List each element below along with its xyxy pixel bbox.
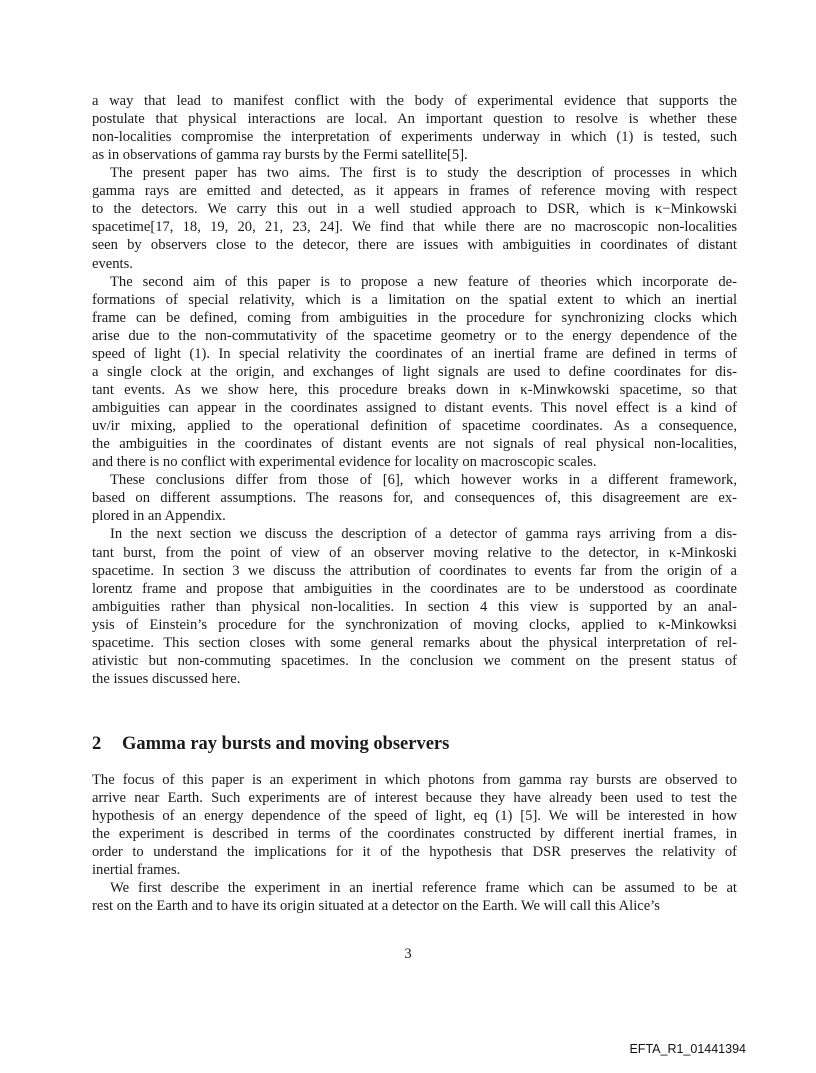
text-line: uv/ir mixing, applied to the operational definition of spacetime coordinates. As a consequence,: [92, 418, 737, 435]
text-line: arrive near Earth. Such experiments are of interest because they have already been used to test the: [92, 790, 737, 807]
page-number: 3: [404, 946, 412, 962]
text-line: ysis of Einstein’s procedure for the synchronization of moving clocks, applied to κ-Minkowksi: [92, 616, 737, 633]
text-line: gamma rays are emitted and detected, as it appears in frames of reference moving with respect: [92, 183, 737, 200]
text-line: spacetime. This section closes with some general remarks about the physical interpretation of rel-: [92, 634, 737, 651]
text-line: We first describe the experiment in an inertial reference frame which can be assumed to be at: [110, 880, 737, 897]
text-line: events.: [92, 255, 133, 272]
section-number: 2: [92, 734, 102, 754]
text-line: tant events. As we show here, this procedure breaks down in κ-Minwkowski spacetime, so that: [92, 381, 737, 398]
text-line: ambiguities rather than physical non-localities. In section 4 this view is supported by an anal-: [92, 598, 737, 615]
text-line: and there is no conflict with experimental evidence for locality on macroscopic scales.: [92, 454, 597, 471]
section-heading: [92, 733, 449, 755]
text-line: the experiment is described in terms of the coordinates constructed by different inertial frames, in: [92, 826, 737, 843]
text-line: spacetime. In section 3 we discuss the attribution of coordinates to events far from the origin of a: [92, 562, 737, 579]
text-line: The second aim of this paper is to propose a new feature of theories which incorporate de-: [110, 273, 737, 290]
text-line: formations of special relativity, which is a limitation on the spatial extent to which an inertial: [92, 291, 737, 308]
text-line: frame can be defined, coming from ambiguities in the procedure for synchronizing clocks which: [92, 309, 737, 326]
text-line: ativistic but non-commuting spacetimes. In the conclusion we comment on the present status of: [92, 652, 737, 669]
text-line: In the next section we discuss the description of a detector of gamma rays arriving from a dis-: [110, 526, 737, 543]
text-line: non-localities compromise the interpretation of experiments underway in which (1) is tested, such: [92, 129, 737, 146]
text-line: spacetime[17, 18, 19, 20, 21, 23, 24]. We find that while there are no macroscopic non-localities: [92, 219, 737, 236]
text-line: ambiguities can appear in the coordinates assigned to distant events. This novel effect is a kind of: [92, 400, 737, 417]
text-line: The present paper has two aims. The first is to study the description of processes in which: [110, 165, 737, 182]
text-line: tant burst, from the point of view of an observer moving relative to the detector, in κ-Minkoski: [92, 544, 737, 561]
text-line: arise due to the non-commutativity of the spacetime geometry or to the energy dependence of the: [92, 327, 737, 344]
text-line: inertial frames.: [92, 862, 181, 879]
text-line: rest on the Earth and to have its origin situated at a detector on the Earth. We will call this Alice’s: [92, 898, 660, 915]
text-line: to the detectors. We carry this out in a well studied approach to DSR, which is κ−Minkowski: [92, 201, 737, 218]
text-line: as in observations of gamma ray bursts by the Fermi satellite[5].: [92, 147, 468, 164]
section-title: Gamma ray bursts and moving observers: [122, 734, 450, 754]
text-line: These conclusions differ from those of [6], which however works in a different framework,: [110, 472, 737, 489]
text-line: The focus of this paper is an experiment in which photons from gamma ray bursts are observed to: [92, 772, 737, 788]
text-line: order to understand the implications for it of the hypothesis that DSR preserves the relativity of: [92, 844, 737, 861]
text-line: a single clock at the origin, and exchanges of light signals are used to define coordinates for dis-: [92, 363, 737, 380]
text-line: the issues discussed here.: [92, 670, 241, 687]
text-line: hypothesis of an energy dependence of the speed of light, eq (1) [5]. We will be interested in how: [92, 808, 737, 825]
text-line: plored in an Appendix.: [92, 508, 226, 525]
text-line: lorentz frame and propose that ambiguities in the coordinates are to be understood as coordinate: [92, 580, 737, 597]
text-line: postulate that physical interactions are local. An important question to resolve is whether these: [92, 111, 737, 128]
text-line: speed of light (1). In special relativity the coordinates of an inertial frame are defined in terms of: [92, 345, 737, 362]
document-id-footer: EFTA_R1_01441394: [629, 1042, 746, 1056]
text-line: based on different assumptions. The reasons for, and consequences of, this disagreement are ex-: [92, 490, 737, 507]
text-line: seen by observers close to the detecor, there are issues with ambiguities in coordinates of distant: [92, 237, 737, 254]
text-line: a way that lead to manifest conflict with the body of experimental evidence that supports the: [92, 93, 737, 109]
text-line: the ambiguities in the coordinates of distant events are not signals of real physical non-localities,: [92, 436, 737, 453]
